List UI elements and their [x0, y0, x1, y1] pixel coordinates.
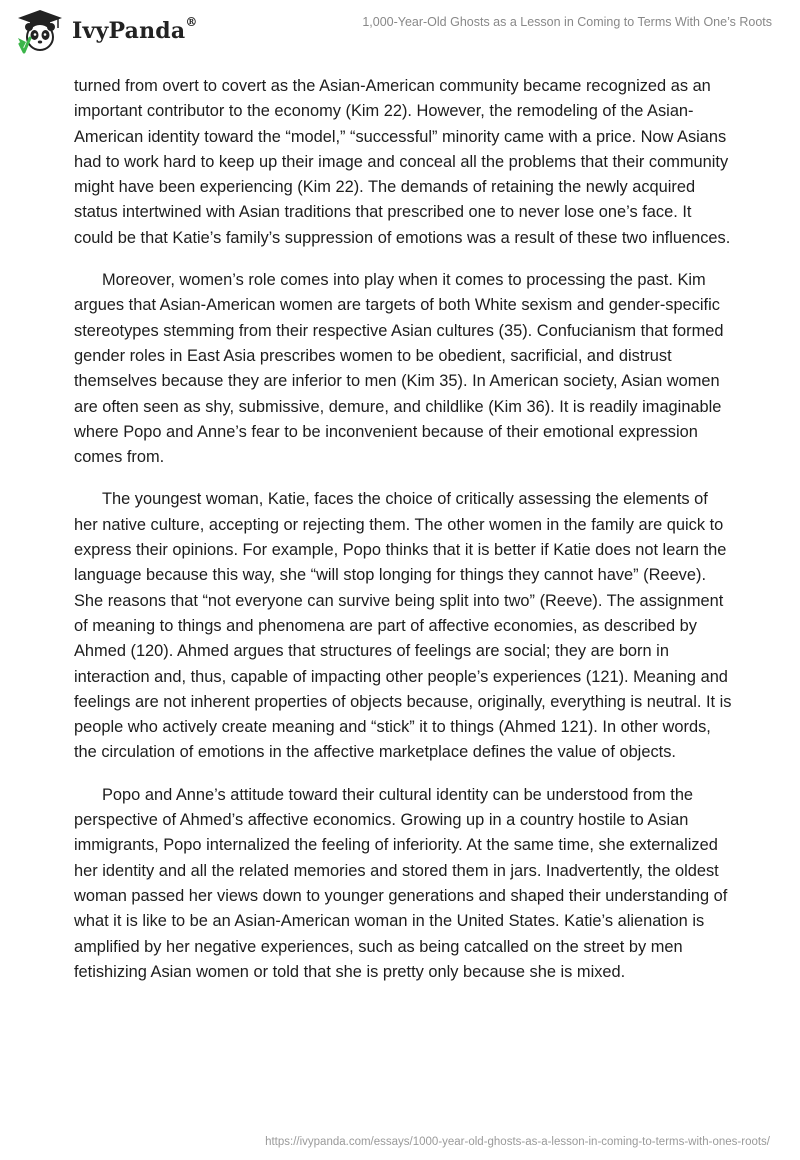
brand-name: IvyPanda® — [72, 14, 198, 44]
essay-body — [74, 74, 734, 1002]
paragraph: The youngest woman, Katie, faces the choice of critically assessing the elements of her native culture, accepting or rejecting them. The other women in the family are quick to express their opinions. For example, Popo thinks that it is better if Katie does not learn the language because this way, she “will stop longing for things they cannot have” (Reeve). She reasons that “not everyone can survive being split into two” (Reeve). The assignment of meaning to things and phenomena are part of affective economies, as described by Ahmed (120). Ahmed argues that structures of feelings are social; they are born in interaction and, thus, capable of impacting other people’s experiences (121). Meaning and feelings are not inherent properties of objects because, originally, everything is neutral. It is people who actively create meaning and “stick” it to things (Ahmed 121). In other words, the circulation of emotions in the affective marketplace defines the value of objects. — [74, 490, 732, 762]
paragraph: turned from overt to covert as the Asian-American community became recognized as an important contributor to the economy (Kim 22). However, the remodeling of the Asian-American identity toward the “model,” “successful” minority came with a price. Now Asians had to work hard to keep up their image and conceal all the problems that their community might have been experiencing (Kim 22). The demands of retaining the newly acquired status intertwined with Asian traditions that prescribed one to never lose one’s face. It could be that Katie’s family’s suppression of emotions was a result of these two influences. — [74, 77, 731, 247]
source-url[interactable]: https://ivypanda.com/essays/1000-year-old-ghosts-as-a-lesson-in-coming-to-terms-with-ones-roots/ — [265, 1136, 770, 1148]
page-header — [0, 0, 800, 70]
paragraph: Moreover, women’s role comes into play when it comes to processing the past. Kim argues that Asian-American women are targets of both White sexism and gender-specific stereotypes stemming from their respective Asian cultures (35). Confucianism that formed gender roles in East Asia prescribes women to be obedient, sacrificial, and distrust themselves because they are inferior to men (Kim 35). In American society, Asian women are often seen as shy, submissive, demure, and childlike (Kim 36). It is readily imaginable where Popo and Anne’s fear to be inconvenient because of their emotional expression comes from. — [74, 271, 724, 467]
paragraph: Popo and Anne’s attitude toward their cultural identity can be understood from the perspective of Ahmed’s affective economics. Growing up in a country hostile to Asian immigrants, Popo internalized the feeling of inferiority. At the same time, she externalized her identity and all the related memories and stored them in jars. Inadvertently, the oldest woman passed her views down to younger generations and shaped their understanding of what it is like to be an Asian-American woman in the United States. Katie’s alienation is amplified by her negative experiences, such as being catcalled on the street by men fetishizing Asian women or told that she is pretty only because she is mixed. — [74, 785, 728, 981]
brand-logo[interactable] — [14, 8, 198, 54]
panda-graduation-cap-icon — [14, 8, 66, 54]
document-title: 1,000-Year-Old Ghosts as a Lesson in Coming to Terms With One’s Roots — [362, 15, 772, 29]
